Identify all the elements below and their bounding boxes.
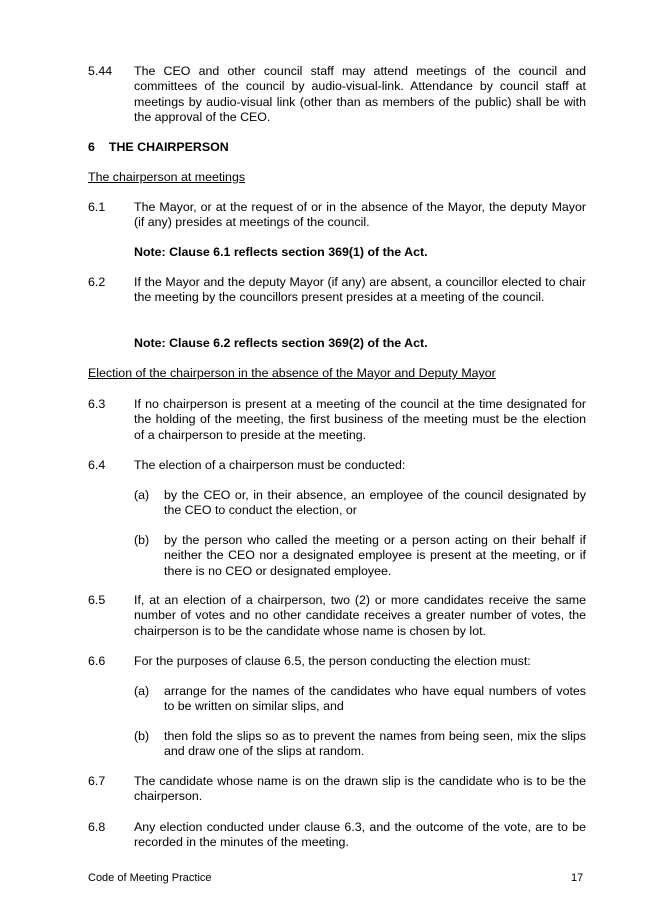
item-label: (b) <box>134 729 150 743</box>
clause-number: 6.1 <box>88 200 106 214</box>
item-label: (a) <box>134 684 150 698</box>
clause-text: If no chairperson is present at a meeting of the council at the time designated for the holding of the meeting, the first business of the meeting must be the election of a chairperson to preside at the meeting. <box>134 397 586 442</box>
clause-text: The candidate whose name is on the drawn slip is the candidate who is to be the chairperson. <box>134 774 586 804</box>
clause-number: 5.44 <box>88 64 113 78</box>
clause-text: For the purposes of clause 6.5, the person conducting the election must: <box>134 654 531 668</box>
clause-text: If, at an election of a chairperson, two (2) or more candidates receive the same number of votes and no other candidate receives a greater number of votes, the chairperson is to be the candidate whose name is chosen by lot. <box>134 593 586 638</box>
clause-text: The election of a chairperson must be conducted: <box>134 458 406 472</box>
subheading-election-of-chairperson: Election of the chairperson in the absence of the Mayor and Deputy Mayor <box>88 366 496 380</box>
clause-number: 6.2 <box>88 275 106 289</box>
item-text: by the CEO or, in their absence, an employee of the council designated by the CEO to conduct the election, or <box>164 488 586 518</box>
clause-text: Any election conducted under clause 6.3, and the outcome of the vote, are to be recorded in the minutes of the meeting. <box>134 820 586 850</box>
note-6-2: Note: Clause 6.2 reflects section 369(2) of the Act. <box>134 336 428 350</box>
item-label: (a) <box>134 488 150 502</box>
clause-number: 6.8 <box>88 820 106 834</box>
section-number: 6 <box>88 140 95 154</box>
footer-document-title: Code of Meeting Practice <box>88 872 212 884</box>
item-text: then fold the slips so as to prevent the names from being seen, mix the slips and draw one of the slips at random. <box>164 729 586 759</box>
footer-page-number: 17 <box>571 872 584 884</box>
clause-text: If the Mayor and the deputy Mayor (if any) are absent, a councillor elected to chair the meeting by the councillors present presides at a meeting of the council. <box>134 275 586 305</box>
clause-number: 6.3 <box>88 397 106 411</box>
item-text: arrange for the names of the candidates who have equal numbers of votes to be written on similar slips, and <box>164 684 586 714</box>
note-6-1: Note: Clause 6.1 reflects section 369(1) of the Act. <box>134 245 428 259</box>
clause-number: 6.6 <box>88 654 106 668</box>
clause-number: 6.5 <box>88 593 106 607</box>
section-title: THE CHAIRPERSON <box>108 140 229 154</box>
clause-text: The CEO and other council staff may attend meetings of the council and committees of the council by audio-visual-link. Attendance by council staff at meetings by audio-visual link (other than as members of the public) shall be with the approval of the CEO. <box>134 64 586 124</box>
clause-number: 6.4 <box>88 458 106 472</box>
clause-number: 6.7 <box>88 774 106 788</box>
item-label: (b) <box>134 533 150 547</box>
section-heading <box>88 140 229 155</box>
clause-text: The Mayor, or at the request of or in the absence of the Mayor, the deputy Mayor (if any) presides at meetings of the council. <box>134 200 586 230</box>
subheading-chairperson-at-meetings: The chairperson at meetings <box>88 170 246 184</box>
item-text: by the person who called the meeting or a person acting on their behalf if neither the CEO nor a designated employee is present at the meeting, or if there is no CEO or designated employee. <box>164 533 586 578</box>
